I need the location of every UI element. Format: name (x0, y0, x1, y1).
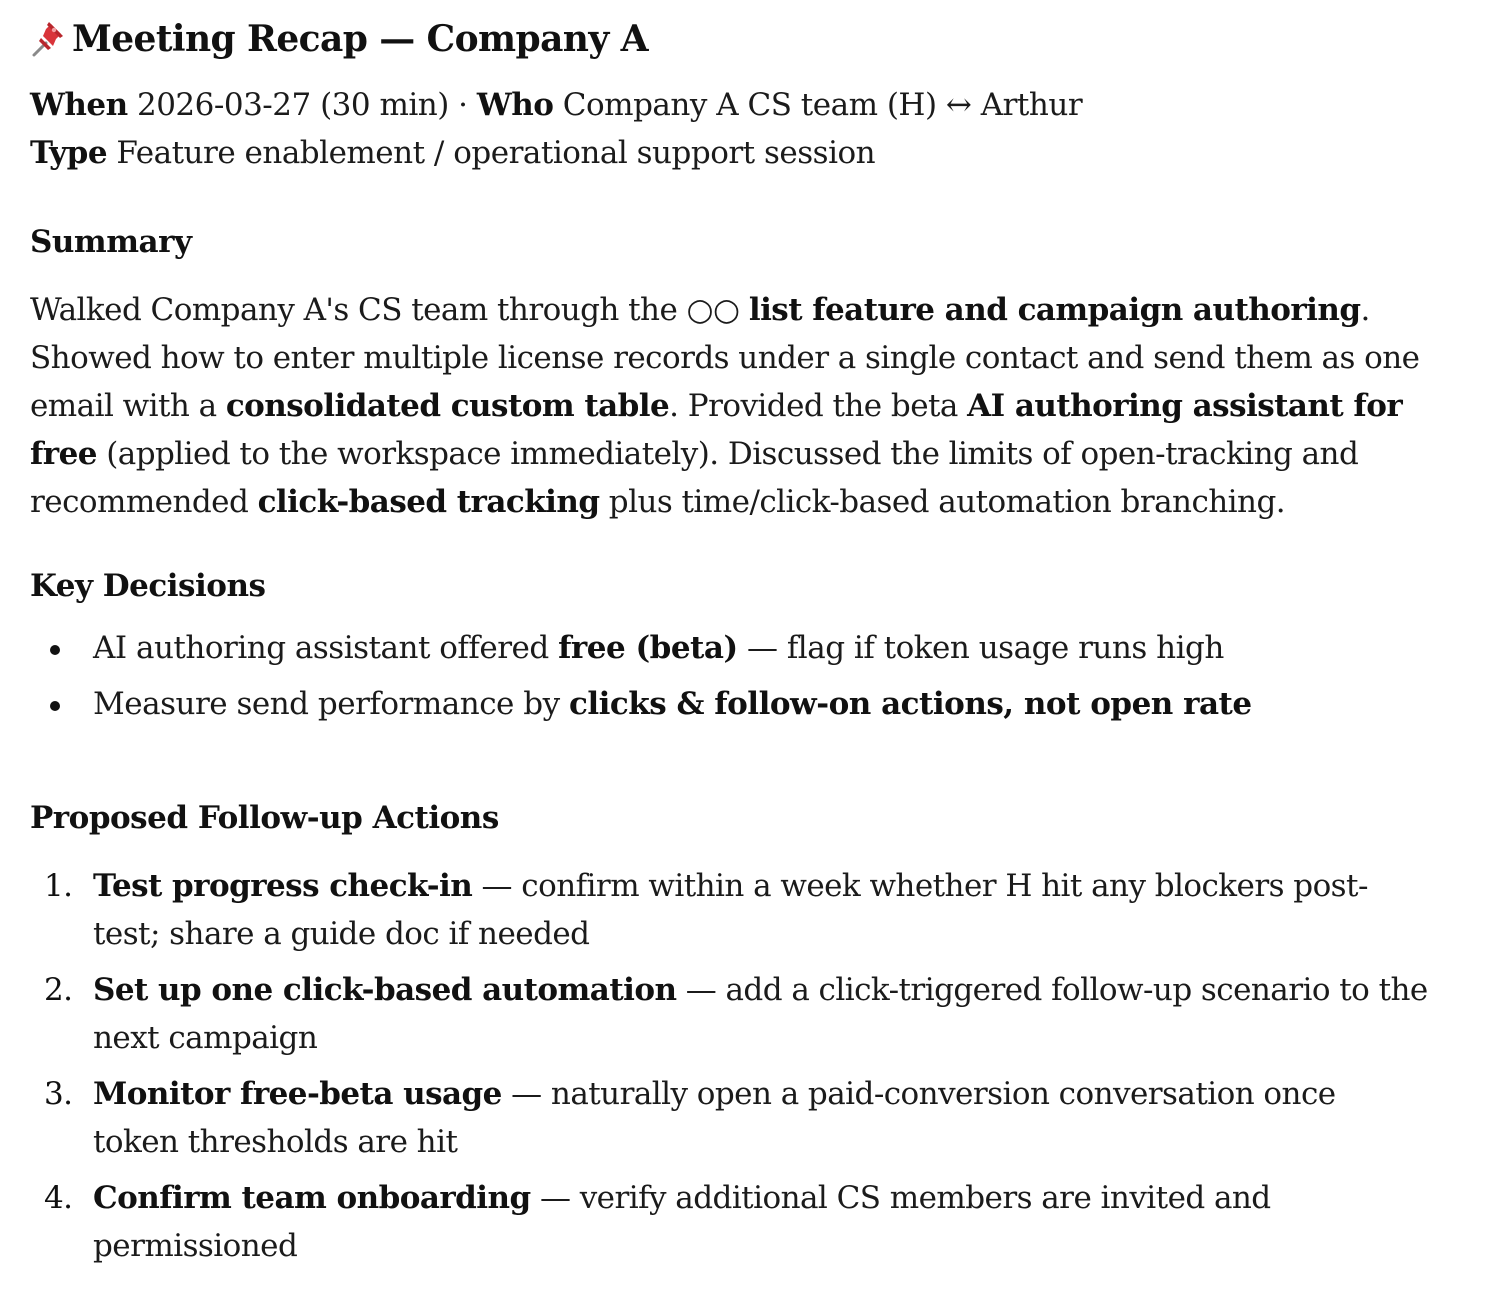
action-title: Test progress check-in (93, 868, 473, 904)
summary-bold-1: list feature and campaign authoring (748, 292, 1361, 328)
decision-text-bold: free (beta) (558, 630, 738, 666)
pushpin-icon (30, 19, 66, 59)
page-title (30, 18, 648, 60)
action-title: Monitor free-beta usage (93, 1076, 502, 1112)
summary-bold-3: AI authoring assistant for free (30, 388, 1403, 472)
action-text: — confirm within a week whether H hit any blockers post-test; share a guide doc if needed (93, 868, 1368, 952)
item-number: 3. (44, 1076, 73, 1112)
action-text: — verify additional CS members are invited and permissioned (93, 1180, 1271, 1264)
list-item (30, 684, 1425, 740)
meta-line-type (30, 135, 875, 171)
summary-text-2: . Showed how to enter multiple license records under a single contact and send them as one email with a (30, 292, 1420, 424)
action-title: Confirm team onboarding (93, 1180, 531, 1216)
decision-text-bold: clicks & follow-on actions, not open rate (568, 686, 1252, 722)
when-label: When (30, 87, 128, 123)
decision-text-pre: Measure send performance by (93, 686, 569, 722)
who-label: Who (476, 87, 554, 123)
list-item (30, 966, 1430, 1062)
who-value: Company A CS team (H) ↔ Arthur (553, 87, 1083, 123)
key-decisions-list (30, 628, 1425, 740)
summary-heading: Summary (30, 224, 192, 260)
summary-bold-4: click-based tracking (257, 484, 600, 520)
summary-bold-2: consolidated custom table (225, 388, 670, 424)
summary-text-1: Walked Company A's CS team through the ○○ (30, 292, 749, 328)
type-label: Type (30, 135, 108, 171)
item-number: 4. (44, 1180, 73, 1216)
bullet-icon (50, 701, 60, 711)
decision-text-pre: AI authoring assistant offered (93, 630, 559, 666)
action-title: Set up one click-based automation (93, 972, 677, 1008)
follow-up-actions-heading: Proposed Follow-up Actions (30, 800, 499, 836)
key-decisions-heading: Key Decisions (30, 568, 266, 604)
when-value: 2026-03-27 (30 min) · (127, 87, 477, 123)
summary-text-3: . Provided the beta (669, 388, 968, 424)
item-number: 2. (44, 972, 73, 1008)
meta-line-when-who (30, 87, 1082, 123)
action-text: — naturally open a paid-conversion conversation once token thresholds are hit (93, 1076, 1336, 1160)
summary-text-5: plus time/click-based automation branching. (599, 484, 1286, 520)
list-item (30, 1070, 1430, 1166)
summary-text-4: (applied to the workspace immediately). Discussed the limits of open-tracking and recommended (30, 436, 1359, 520)
action-text: — add a click-triggered follow-up scenario to the next campaign (93, 972, 1428, 1056)
item-number: 1. (44, 868, 73, 904)
list-item (30, 1174, 1430, 1270)
follow-up-actions-list (30, 862, 1430, 1278)
decision-text-post: — flag if token usage runs high (737, 630, 1224, 666)
list-item (30, 862, 1430, 958)
bullet-icon (50, 645, 60, 655)
type-value: Feature enablement / operational support session (107, 135, 876, 171)
summary-paragraph (30, 286, 1425, 526)
page-title-text: Meeting Recap — Company A (72, 18, 648, 60)
list-item (30, 628, 1425, 684)
